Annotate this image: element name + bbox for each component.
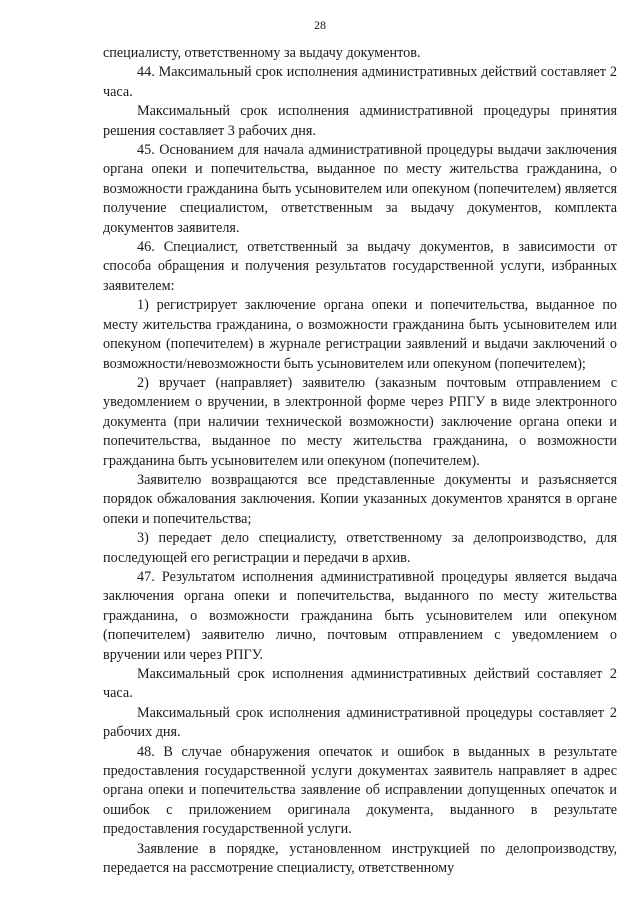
paragraph-47-procedure-term: Максимальный срок исполнения административной процедуры составляет 2 рабочих дня. (103, 704, 617, 741)
paragraph-44: 44. Максимальный срок исполнения административных действий составляет 2 часа. (103, 64, 617, 100)
paragraph-47-actions-term: Максимальный срок исполнения административных действий составляет 2 часа. (103, 666, 617, 702)
paragraph-46-item-1: 1) регистрирует заключение органа опеки и попечительства, выданное по месту жительства гражданина, о возможности гражданина быть усыновителем или опекуном (попечителем) в журнале регистрации заявлений и выдачи заключений о возможности/невозможности быть усыновителем или опекуном (попечителем); (103, 297, 617, 372)
paragraph-48-application: Заявление в порядке, установленном инструкцией по делопроизводству, передается на рассмотрение специалисту, ответственному (103, 840, 617, 877)
paragraph-44-procedure-term: Максимальный срок исполнения административной процедуры принятия решения составляет 3 рабочих дня. (103, 103, 617, 139)
paragraph-47: 47. Результатом исполнения административной процедуры является выдача заключения органа опеки и попечительства, выданного по месту жительства гражданина, о возможности гражданина быть усыновителем или опекуном (попечителем) заявителю лично, почтовым отправлением с уведомлением о вручении или через РПГУ. (103, 568, 617, 663)
paragraph-48: 48. В случае обнаружения опечаток и ошибок в выданных в результате предоставления государственной услуги документах заявитель направляет в адрес органа опеки и попечительства заявление об исправлении допущенных опечаток и ошибок с приложением оригинала документа, выданного в результате предоставления государственной услуги. (103, 743, 617, 838)
paragraph-45: 45. Основанием для начала административной процедуры выдачи заключения органа опеки и попечительства, выданное по месту жительства гражданина, о возможности гражданина быть усыновителем или опекуном (попечителем) является получение специалистом, ответственным за выдачу документов, комплекта документов заявителя. (103, 142, 617, 236)
page-number: 28 (314, 18, 326, 32)
paragraph-46-item-2: 2) вручает (направляет) заявителю (заказным почтовым отправлением с уведомлением о вручении, в электронной форме через РПГУ в виде электронного документа (при наличии технической возможности) заключение органа опеки и попечительства, выданное по месту жительства гражданина, о возможности гражданина быть усыновителем или опекуном (попечителем). (103, 374, 617, 469)
paragraph-continuation: специалисту, ответственному за выдачу документов. (103, 45, 421, 61)
paragraph-46-item-3: 3) передает дело специалисту, ответственному за делопроизводство, для последующей его регистрации и передачи в архив. (103, 530, 617, 566)
paragraph-46: 46. Специалист, ответственный за выдачу документов, в зависимости от способа обращения и получения результатов государственной услуги, избранных заявителем: (103, 239, 617, 294)
paragraph-46-return-documents: Заявителю возвращаются все представленные документы и разъясняется порядок обжалования заключения. Копии указанных документов хранятся в органе опеки и попечительства; (103, 471, 617, 527)
document-body (103, 44, 617, 878)
